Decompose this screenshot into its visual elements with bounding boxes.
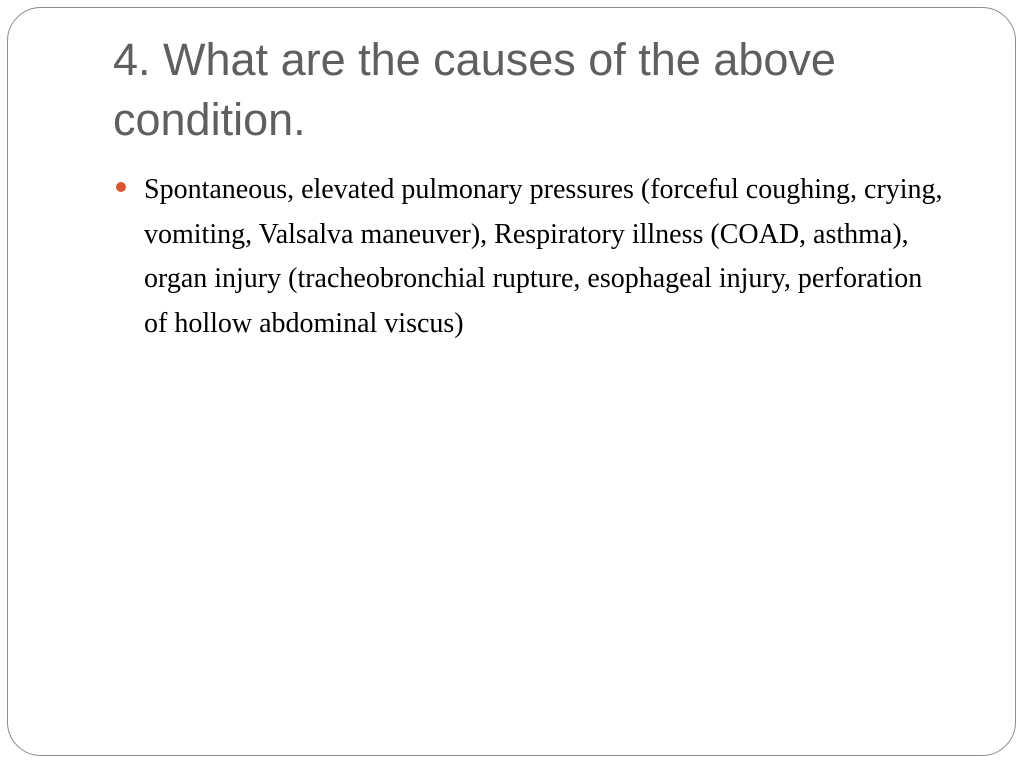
slide-title: 4. What are the causes of the above condition. [113, 34, 836, 145]
bullet-item [113, 168, 948, 346]
bullet-list [113, 168, 948, 346]
bullet-dot-icon [116, 182, 126, 192]
bullet-text: Spontaneous, elevated pulmonary pressures (forceful coughing, crying, vomiting, Valsalva maneuver), Respiratory illness (COAD, asthma), organ injury (tracheobronchial rupture, esophageal injury, perforation of hollow abdominal viscus) [144, 174, 943, 339]
